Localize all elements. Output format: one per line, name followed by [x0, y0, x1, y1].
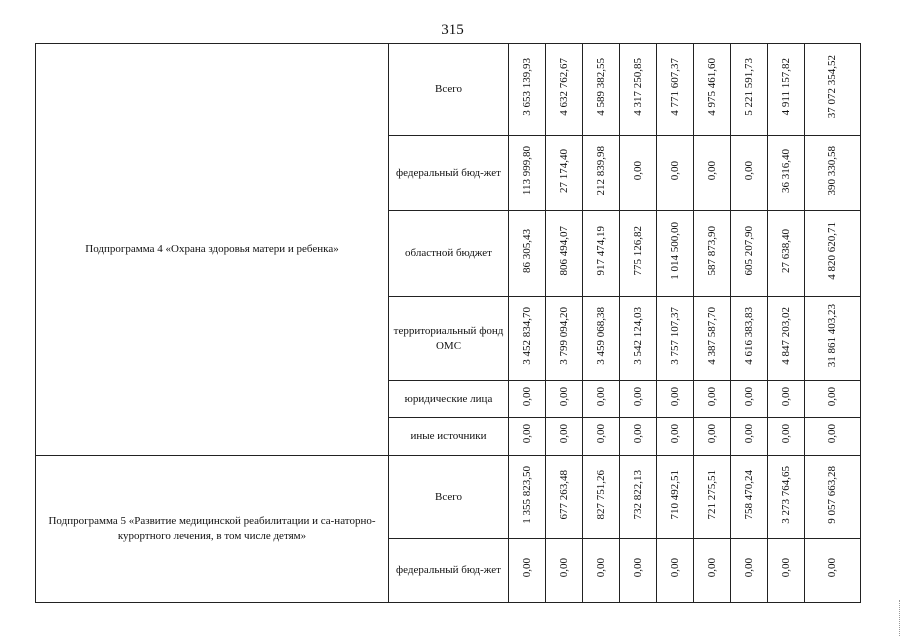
- year-value-cell: [768, 539, 805, 603]
- amount-value: 3 459 068,38: [594, 307, 607, 365]
- year-value-cell: [694, 418, 731, 456]
- year-value-cell: [583, 297, 620, 381]
- amount-value: 710 492,51: [668, 469, 681, 520]
- total-value-cell: [805, 136, 861, 211]
- year-value-cell: [768, 456, 805, 539]
- year-value-cell: [620, 381, 657, 418]
- amount-value: 0,00: [631, 160, 644, 181]
- amount-value: 806 494,07: [557, 226, 570, 276]
- funding-source-label: Всего: [389, 44, 509, 136]
- year-value-cell: [509, 136, 546, 211]
- year-value-cell: [509, 381, 546, 418]
- scan-edge-mark: [899, 600, 903, 636]
- year-value-cell: [546, 297, 583, 381]
- amount-value: 4 771 607,37: [668, 58, 681, 116]
- year-value-cell: [583, 136, 620, 211]
- year-value-cell: [657, 136, 694, 211]
- amount-value: 4 589 382,55: [594, 58, 607, 116]
- year-value-cell: [620, 136, 657, 211]
- amount-value: 0,00: [520, 558, 533, 578]
- amount-value: 0,00: [594, 424, 607, 444]
- funding-source-label: Всего: [389, 456, 509, 539]
- amount-value: 113 999,80: [520, 145, 533, 196]
- amount-value: 1 014 500,00: [668, 222, 681, 280]
- year-value-cell: [620, 456, 657, 539]
- amount-value: 3 542 124,03: [631, 307, 644, 365]
- amount-value: 0,00: [594, 386, 607, 407]
- year-value-cell: [694, 211, 731, 297]
- amount-value: 4 387 587,70: [705, 307, 718, 365]
- amount-value: 775 126,82: [631, 226, 644, 276]
- amount-value: 0,00: [557, 386, 570, 407]
- year-value-cell: [768, 418, 805, 456]
- year-value-cell: [731, 44, 768, 136]
- amount-value: 0,00: [520, 424, 533, 444]
- year-value-cell: [731, 418, 768, 456]
- year-value-cell: [731, 456, 768, 539]
- amount-value: 390 330,58: [826, 145, 838, 196]
- amount-value: 758 470,24: [742, 469, 755, 520]
- year-value-cell: [546, 418, 583, 456]
- amount-value: 0,00: [779, 386, 792, 407]
- year-value-cell: [546, 381, 583, 418]
- total-value-cell: [805, 456, 861, 539]
- amount-value: 31 861 403,23: [826, 304, 838, 368]
- total-value-cell: [805, 418, 861, 456]
- year-value-cell: [731, 136, 768, 211]
- amount-value: 605 207,90: [742, 226, 755, 276]
- year-value-cell: [509, 418, 546, 456]
- year-value-cell: [546, 136, 583, 211]
- total-value-cell: [805, 297, 861, 381]
- year-value-cell: [546, 456, 583, 539]
- amount-value: 9 057 663,28: [826, 465, 838, 524]
- year-value-cell: [509, 539, 546, 603]
- year-value-cell: [694, 297, 731, 381]
- year-value-cell: [731, 297, 768, 381]
- year-value-cell: [620, 44, 657, 136]
- total-value-cell: [805, 211, 861, 297]
- amount-value: 917 474,19: [594, 226, 607, 276]
- amount-value: 3 799 094,20: [557, 307, 570, 365]
- funding-table: [35, 43, 861, 603]
- year-value-cell: [657, 539, 694, 603]
- amount-value: 0,00: [742, 424, 755, 444]
- amount-value: 0,00: [742, 558, 755, 578]
- funding-source-label: федеральный бюд-жет: [389, 136, 509, 211]
- amount-value: 721 275,51: [705, 469, 718, 520]
- amount-value: 0,00: [705, 558, 718, 578]
- amount-value: 1 355 823,50: [520, 465, 533, 524]
- amount-value: 4 632 762,67: [557, 58, 570, 116]
- amount-value: 27 174,40: [557, 148, 570, 193]
- amount-value: 0,00: [779, 558, 792, 578]
- amount-value: 587 873,90: [705, 226, 718, 276]
- amount-value: 3 653 139,93: [520, 58, 533, 116]
- program-name-cell: Подпрограмма 4 «Охрана здоровья матери и ребенка»: [36, 44, 389, 456]
- year-value-cell: [731, 539, 768, 603]
- amount-value: 0,00: [668, 160, 681, 181]
- amount-value: 0,00: [520, 386, 533, 407]
- amount-value: 0,00: [705, 386, 718, 407]
- year-value-cell: [657, 418, 694, 456]
- year-value-cell: [768, 211, 805, 297]
- program-name-cell: Подпрограмма 5 «Развитие медицинской реабилитации и са-наторно-курортного лечения, в том числе детям»: [36, 456, 389, 603]
- funding-source-label: иные источники: [389, 418, 509, 456]
- total-value-cell: [805, 44, 861, 136]
- year-value-cell: [583, 44, 620, 136]
- amount-value: 732 822,13: [631, 469, 644, 520]
- amount-value: 677 263,48: [557, 469, 570, 520]
- amount-value: 0,00: [631, 386, 644, 407]
- amount-value: 4 820 620,71: [826, 222, 838, 280]
- year-value-cell: [509, 44, 546, 136]
- page-number: 315: [441, 22, 464, 38]
- year-value-cell: [731, 211, 768, 297]
- funding-source-label: юридические лица: [389, 381, 509, 418]
- amount-value: 4 847 203,02: [779, 307, 792, 365]
- amount-value: 0,00: [631, 424, 644, 444]
- amount-value: 0,00: [557, 424, 570, 444]
- table-row: [36, 456, 861, 539]
- amount-value: 0,00: [742, 386, 755, 407]
- total-value-cell: [805, 381, 861, 418]
- amount-value: 0,00: [705, 160, 718, 181]
- amount-value: 0,00: [826, 558, 838, 578]
- amount-value: 0,00: [705, 424, 718, 444]
- amount-value: 827 751,26: [594, 469, 607, 520]
- year-value-cell: [694, 44, 731, 136]
- amount-value: 0,00: [668, 424, 681, 444]
- amount-value: 4 975 461,60: [705, 58, 718, 116]
- amount-value: 0,00: [742, 160, 755, 181]
- amount-value: 0,00: [779, 424, 792, 444]
- year-value-cell: [694, 456, 731, 539]
- year-value-cell: [509, 456, 546, 539]
- amount-value: 27 638,40: [779, 229, 792, 273]
- amount-value: 212 839,98: [594, 145, 607, 196]
- amount-value: 3 452 834,70: [520, 307, 533, 365]
- year-value-cell: [583, 456, 620, 539]
- year-value-cell: [657, 44, 694, 136]
- amount-value: 0,00: [826, 386, 838, 407]
- amount-value: 4 911 157,82: [779, 58, 792, 116]
- year-value-cell: [694, 136, 731, 211]
- amount-value: 0,00: [631, 558, 644, 578]
- year-value-cell: [546, 539, 583, 603]
- year-value-cell: [620, 539, 657, 603]
- year-value-cell: [657, 381, 694, 418]
- year-value-cell: [583, 418, 620, 456]
- amount-value: 0,00: [557, 558, 570, 578]
- year-value-cell: [694, 381, 731, 418]
- funding-source-label: областной бюджет: [389, 211, 509, 297]
- year-value-cell: [620, 418, 657, 456]
- amount-value: 37 072 354,52: [826, 55, 838, 119]
- table-row: [36, 44, 861, 136]
- year-value-cell: [768, 44, 805, 136]
- year-value-cell: [657, 211, 694, 297]
- year-value-cell: [768, 381, 805, 418]
- amount-value: 0,00: [826, 424, 838, 444]
- year-value-cell: [546, 211, 583, 297]
- funding-source-label: территориальный фонд ОМС: [389, 297, 509, 381]
- year-value-cell: [509, 297, 546, 381]
- year-value-cell: [657, 456, 694, 539]
- year-value-cell: [583, 211, 620, 297]
- amount-value: 36 316,40: [779, 148, 792, 193]
- year-value-cell: [583, 381, 620, 418]
- year-value-cell: [583, 539, 620, 603]
- year-value-cell: [620, 211, 657, 297]
- amount-value: 3 757 107,37: [668, 307, 681, 365]
- amount-value: 4 317 250,85: [631, 58, 644, 116]
- amount-value: 0,00: [668, 558, 681, 578]
- total-value-cell: [805, 539, 861, 603]
- amount-value: 4 616 383,83: [742, 307, 755, 365]
- amount-value: 3 273 764,65: [779, 465, 792, 524]
- amount-value: 0,00: [668, 386, 681, 407]
- year-value-cell: [768, 136, 805, 211]
- amount-value: 5 221 591,73: [742, 58, 755, 116]
- year-value-cell: [546, 44, 583, 136]
- year-value-cell: [620, 297, 657, 381]
- year-value-cell: [731, 381, 768, 418]
- amount-value: 0,00: [594, 558, 607, 578]
- year-value-cell: [694, 539, 731, 603]
- funding-source-label: федеральный бюд-жет: [389, 539, 509, 603]
- year-value-cell: [657, 297, 694, 381]
- amount-value: 86 305,43: [520, 229, 533, 273]
- year-value-cell: [509, 211, 546, 297]
- year-value-cell: [768, 297, 805, 381]
